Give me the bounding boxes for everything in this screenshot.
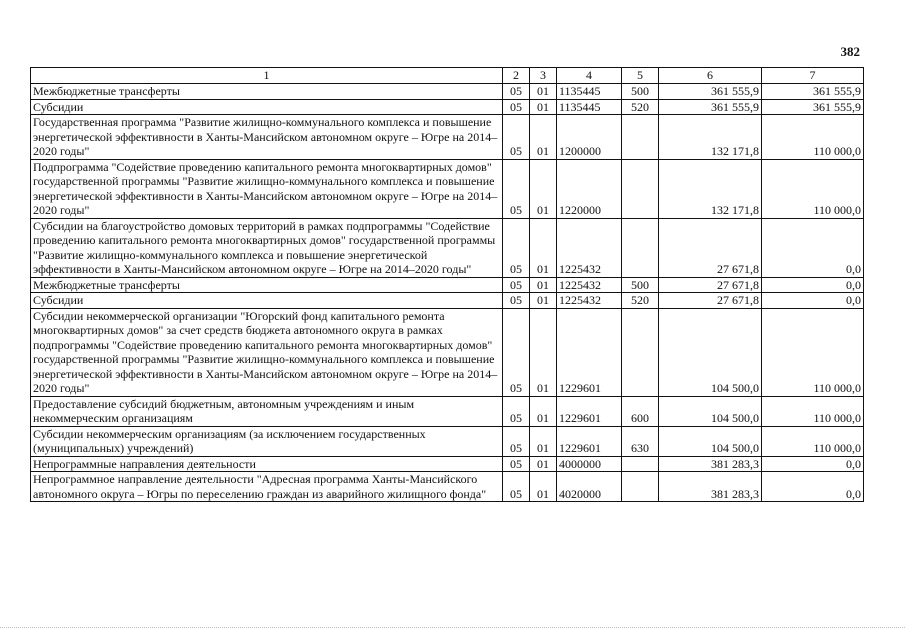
row-section: 05 [503,159,530,218]
page-number: 382 [840,44,860,59]
row-section: 05 [503,84,530,100]
row-amount-2: 110 000,0 [762,396,864,426]
row-target-article: 1225432 [557,277,622,293]
row-expense-type: 500 [622,84,659,100]
row-amount-1: 132 171,8 [659,159,762,218]
row-expense-type: 500 [622,277,659,293]
row-target-article: 4020000 [557,472,622,502]
row-amount-2: 0,0 [762,456,864,472]
row-target-article: 4000000 [557,456,622,472]
scan-edge-artifact [0,627,905,632]
row-amount-2: 0,0 [762,277,864,293]
row-amount-1: 27 671,8 [659,277,762,293]
table-row [31,456,864,472]
row-section: 05 [503,218,530,277]
row-target-article: 1229601 [557,396,622,426]
row-target-article: 1229601 [557,426,622,456]
row-amount-2: 0,0 [762,472,864,502]
row-subsection: 01 [530,115,557,160]
row-amount-2: 110 000,0 [762,115,864,160]
row-amount-1: 361 555,9 [659,84,762,100]
header-cell-name: 1 [31,68,503,84]
table-row [31,396,864,426]
row-target-article: 1135445 [557,84,622,100]
row-target-article: 1220000 [557,159,622,218]
row-amount-2: 110 000,0 [762,159,864,218]
row-expense-type: 600 [622,396,659,426]
row-section: 05 [503,99,530,115]
row-subsection: 01 [530,426,557,456]
row-amount-1: 104 500,0 [659,308,762,396]
table-row [31,472,864,502]
row-amount-1: 132 171,8 [659,115,762,160]
row-section: 05 [503,472,530,502]
row-name: Подпрограмма "Содействие проведению капитального ремонта многоквартирных домов" государственной программы "Развитие жилищно-коммунального комплекса и повышение энергетической эффективности в Ханты-Мансийском автономном округе – Югре на 2014–2020 годы" [31,159,503,218]
row-amount-1: 381 283,3 [659,456,762,472]
row-section: 05 [503,293,530,309]
row-name: Субсидии некоммерческим организациям (за исключением государственных (муниципальных) учреждений) [31,426,503,456]
row-expense-type: 520 [622,293,659,309]
row-name: Межбюджетные трансферты [31,277,503,293]
row-section: 05 [503,396,530,426]
header-cell-amount-2: 7 [762,68,864,84]
row-target-article: 1229601 [557,308,622,396]
table-row [31,308,864,396]
row-name: Субсидии [31,293,503,309]
row-name: Предоставление субсидий бюджетным, автономным учреждениям и иным некоммерческим организациям [31,396,503,426]
row-target-article: 1135445 [557,99,622,115]
row-amount-1: 27 671,8 [659,293,762,309]
row-expense-type [622,472,659,502]
row-amount-2: 110 000,0 [762,426,864,456]
row-subsection: 01 [530,99,557,115]
row-subsection: 01 [530,218,557,277]
row-amount-1: 27 671,8 [659,218,762,277]
row-name: Непрограммное направление деятельности "Адресная программа Ханты-Мансийского автономного округа – Югры по переселению граждан из аварийного жилищного фонда" [31,472,503,502]
row-section: 05 [503,308,530,396]
table-row [31,218,864,277]
row-expense-type [622,218,659,277]
row-target-article: 1225432 [557,293,622,309]
row-amount-1: 104 500,0 [659,396,762,426]
header-cell-subsection: 3 [530,68,557,84]
row-amount-1: 381 283,3 [659,472,762,502]
row-target-article: 1200000 [557,115,622,160]
table-row [31,84,864,100]
header-cell-section: 2 [503,68,530,84]
table-row [31,426,864,456]
row-subsection: 01 [530,472,557,502]
row-name: Непрограммные направления деятельности [31,456,503,472]
row-amount-2: 361 555,9 [762,84,864,100]
row-section: 05 [503,277,530,293]
row-subsection: 01 [530,456,557,472]
budget-table [30,67,864,502]
row-expense-type: 520 [622,99,659,115]
row-section: 05 [503,426,530,456]
table-row [31,115,864,160]
table-header-row [31,68,864,84]
row-expense-type [622,308,659,396]
row-amount-2: 110 000,0 [762,308,864,396]
row-section: 05 [503,115,530,160]
row-subsection: 01 [530,84,557,100]
header-cell-amount-1: 6 [659,68,762,84]
row-subsection: 01 [530,308,557,396]
row-subsection: 01 [530,277,557,293]
row-name: Государственная программа "Развитие жилищно-коммунального комплекса и повышение энергетической эффективности в Ханты-Мансийском автономном округе – Югре на 2014–2020 годы" [31,115,503,160]
row-subsection: 01 [530,159,557,218]
row-subsection: 01 [530,293,557,309]
row-expense-type [622,456,659,472]
row-name: Субсидии некоммерческой организации "Югорский фонд капитального ремонта многоквартирных домов" за счет средств бюджета автономного округа в рамках подпрограммы "Содействие проведению капитального ремонта многоквартирных домов" государственной программы "Развитие жилищно-коммунального комплекса и повышение энергетической эффективности в Ханты-Мансийском автономном округе – Югре на 2014–2020 годы" [31,308,503,396]
table-row [31,293,864,309]
row-target-article: 1225432 [557,218,622,277]
row-subsection: 01 [530,396,557,426]
row-name: Межбюджетные трансферты [31,84,503,100]
table-row [31,277,864,293]
row-name: Субсидии [31,99,503,115]
row-amount-1: 361 555,9 [659,99,762,115]
row-expense-type [622,115,659,160]
row-amount-1: 104 500,0 [659,426,762,456]
table-row [31,99,864,115]
header-cell-target-article: 4 [557,68,622,84]
row-expense-type: 630 [622,426,659,456]
row-expense-type [622,159,659,218]
row-name: Субсидии на благоустройство домовых территорий в рамках подпрограммы "Содействие проведению капитального ремонта многоквартирных домов" государственной программы "Развитие жилищно-коммунального комплекса и повышение энергетической эффективности в Ханты-Мансийском автономном округе – Югре на 2014–2020 годы" [31,218,503,277]
row-amount-2: 0,0 [762,293,864,309]
row-amount-2: 0,0 [762,218,864,277]
header-cell-expense-type: 5 [622,68,659,84]
row-section: 05 [503,456,530,472]
row-amount-2: 361 555,9 [762,99,864,115]
table-row [31,159,864,218]
